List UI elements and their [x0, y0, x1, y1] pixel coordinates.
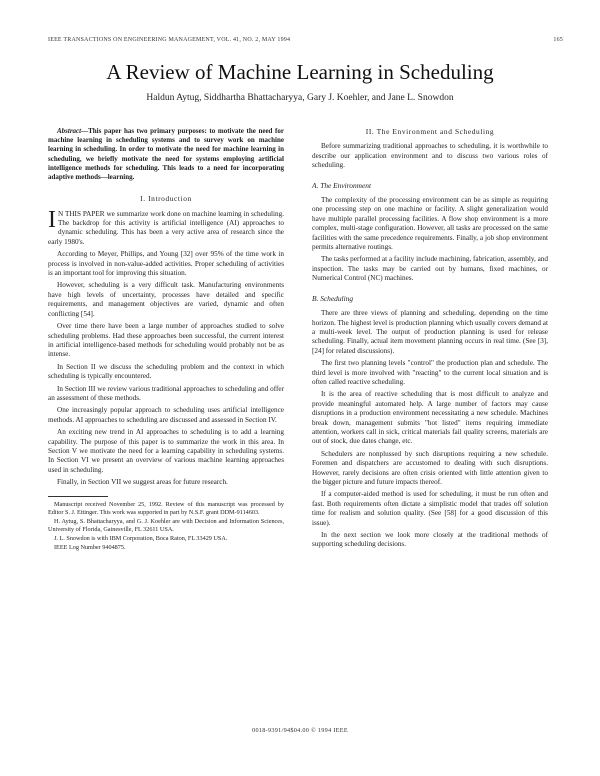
- body-paragraph: Schedulers are nonplussed by such disruptions requiring a new schedule. Foremen and dispatchers are accustomed to dealing with such disruptions. However, rarely decisions are often crisis oriented with little attention given to the bigger picture and future impacts thereof.: [312, 449, 548, 486]
- body-paragraph: Finally, in Section VII we suggest areas for future research.: [57, 478, 228, 487]
- paper-title: A Review of Machine Learning in Scheduling: [106, 60, 494, 84]
- body-paragraph: The tasks performed at a facility include machining, fabrication, assembly, and inspection. The tasks may be carried out by humans, fixed machines, or Numerical Control (NC) machines.: [312, 255, 548, 283]
- right-column: [312, 127, 548, 553]
- section-heading-environment: II. The Environment and Scheduling: [365, 127, 495, 136]
- body-paragraph: The complexity of the processing environment can be as simple as requiring one processing step on one machine or facility. A slight generalization would have multiple parallel processing facilities. A flow shop environment is a more complex, multi-stage configuration. However, all tasks are processed on the same facilities with the same precedence requirements. Finally, a job shop environment permits alternative routings.: [312, 196, 548, 252]
- footnote: Manuscript received November 25, 1992. Review of this manuscript was processed by Editor S. J. Ettinger. This work was supported in part by N.S.F. grant DDM-9114603.: [48, 500, 284, 516]
- body-paragraph: An exciting new trend in AI approaches to scheduling is to add a learning capability. The purpose of this paper is to summarize the work in this area. In Section V we motivate the need for a learning capability in scheduling systems. In Section VI we present an overview of various machine learning approaches used in scheduling.: [48, 428, 284, 474]
- body-paragraph: Over time there have been a large number of approaches studied to solve scheduling problems. Had these approaches been successful, the current interest in artificial intelligence-based methods for scheduling would probably not be as intense.: [48, 322, 284, 359]
- body-paragraph: According to Meyer, Phillips, and Young [32] over 95% of the time work in process is involved in non-value-added activities. Proper scheduling of activities is an important tool for improving this situation.: [48, 250, 284, 278]
- footnotes: [48, 501, 284, 552]
- body-paragraph: In the next section we look more closely at the traditional methods of supporting scheduling decisions.: [312, 531, 548, 549]
- footnote: IEEE Log Number 9404875.: [54, 543, 126, 551]
- abstract-label: Abstract: [57, 127, 82, 135]
- journal-citation: IEEE TRANSACTIONS ON ENGINEERING MANAGEMENT, VOL. 41, NO. 2, MAY 1994: [48, 37, 291, 43]
- footnote: J. L. Snowdon is with IBM Corporation, Boca Raton, FL 33429 USA.: [54, 534, 228, 542]
- subsection-heading-scheduling: B. Scheduling: [312, 293, 354, 303]
- footnote-divider: [48, 496, 108, 497]
- subsection-heading-environment: A. The Environment: [312, 180, 372, 190]
- body-paragraph: It is the area of reactive scheduling that is most difficult to analyze and provide meaningful automated help. A large number of factors may cause disruptions in a production environment necessitating a new schedule. Machines break down, management submits "hot listed" items requiring immediate attention, workers call in sick, critical materials fail quality screens, materials are out of stock, due dates change, etc.: [312, 390, 548, 446]
- intro-lead: N THIS PAPER: [58, 209, 105, 218]
- body-paragraph: The first two planning levels "control" the production plan and schedule. The third level is more involved with "reacting" to the current local situation and is often called reactive scheduling.: [312, 359, 548, 386]
- running-header: [48, 37, 563, 49]
- abstract: Abstract—This paper has two primary purposes: to motivate the need for machine learning in scheduling systems and to survey work on machine learning in scheduling. In order to motivate the need for machine learning in scheduling, we briefly motivate the need for systems employing artificial intelligence methods for scheduling. This leads to a need for incorporating adaptive methods—learning.: [48, 127, 284, 182]
- body-paragraph: If a computer-aided method is used for scheduling, it must be run often and fast. Both requirements often dictate a simplistic model that trades off solution time for realism and solution quality. (See [58] for a good discussion of this issue).: [312, 490, 548, 527]
- abstract-text: This paper has two primary purposes: to motivate the need for machine learning in scheduling systems and to survey work on machine learning in scheduling. In order to motivate the need for machine learning in scheduling, we briefly motivate the need for systems employing artificial intelligence methods for scheduling. This leads to a need for incorporating adaptive methods—learning.: [48, 127, 284, 182]
- body-paragraph: In Section III we review various traditional approaches to scheduling and offer an assessment of these methods.: [48, 384, 284, 402]
- copyright-line: 0018-9391/94$04.00 © 1994 IEEE: [252, 727, 348, 734]
- left-column: [48, 127, 284, 553]
- body-paragraph: One increasingly popular approach to scheduling uses artificial intelligence methods. AI approaches to scheduling are discussed and assessed in Section IV.: [48, 406, 284, 424]
- body-paragraph: Before summarizing traditional approaches to scheduling, it is worthwhile to describe our application environment and to discuss two various roles of scheduling.: [312, 142, 548, 170]
- body-paragraph: However, scheduling is a very difficult task. Manufacturing environments have high levels of uncertainty, processes have detailed and specific requirements, and management objectives are varied, dynamic and often conflicting [54].: [48, 281, 284, 318]
- page-number: 165: [553, 37, 563, 43]
- intro-paragraph: [48, 206, 284, 248]
- body-paragraph: In Section II we discuss the scheduling problem and the context in which scheduling is typically encountered.: [48, 362, 284, 381]
- intro-text: we summarize work done on machine learning in scheduling. The backdrop for this activity is artificial intelligence (AI) approaches to dynamic scheduling. This has been a very active area of research since the early 1980's.: [48, 209, 284, 246]
- drop-cap: I: [48, 206, 56, 233]
- body-paragraph: There are three views of planning and scheduling, depending on the time horizon. The highest level is production planning which usually covers demand at a multi-week level. The output of production planning is used for release scheduling. Finally, actual item movement planning occurs in real time. (See [3], [24] for related discussions).: [312, 309, 548, 355]
- footnote: H. Aytug, S. Bhattacharyya, and G. J. Koehler are with Decision and Information Sciences, University of Florida, Gainesville, FL 32611 USA.: [48, 517, 284, 533]
- section-heading-introduction: I. Introduction: [140, 194, 192, 204]
- author-list: Haldun Aytug, Siddhartha Bhattacharyya, Gary J. Koehler, and Jane L. Snowdon: [146, 93, 454, 103]
